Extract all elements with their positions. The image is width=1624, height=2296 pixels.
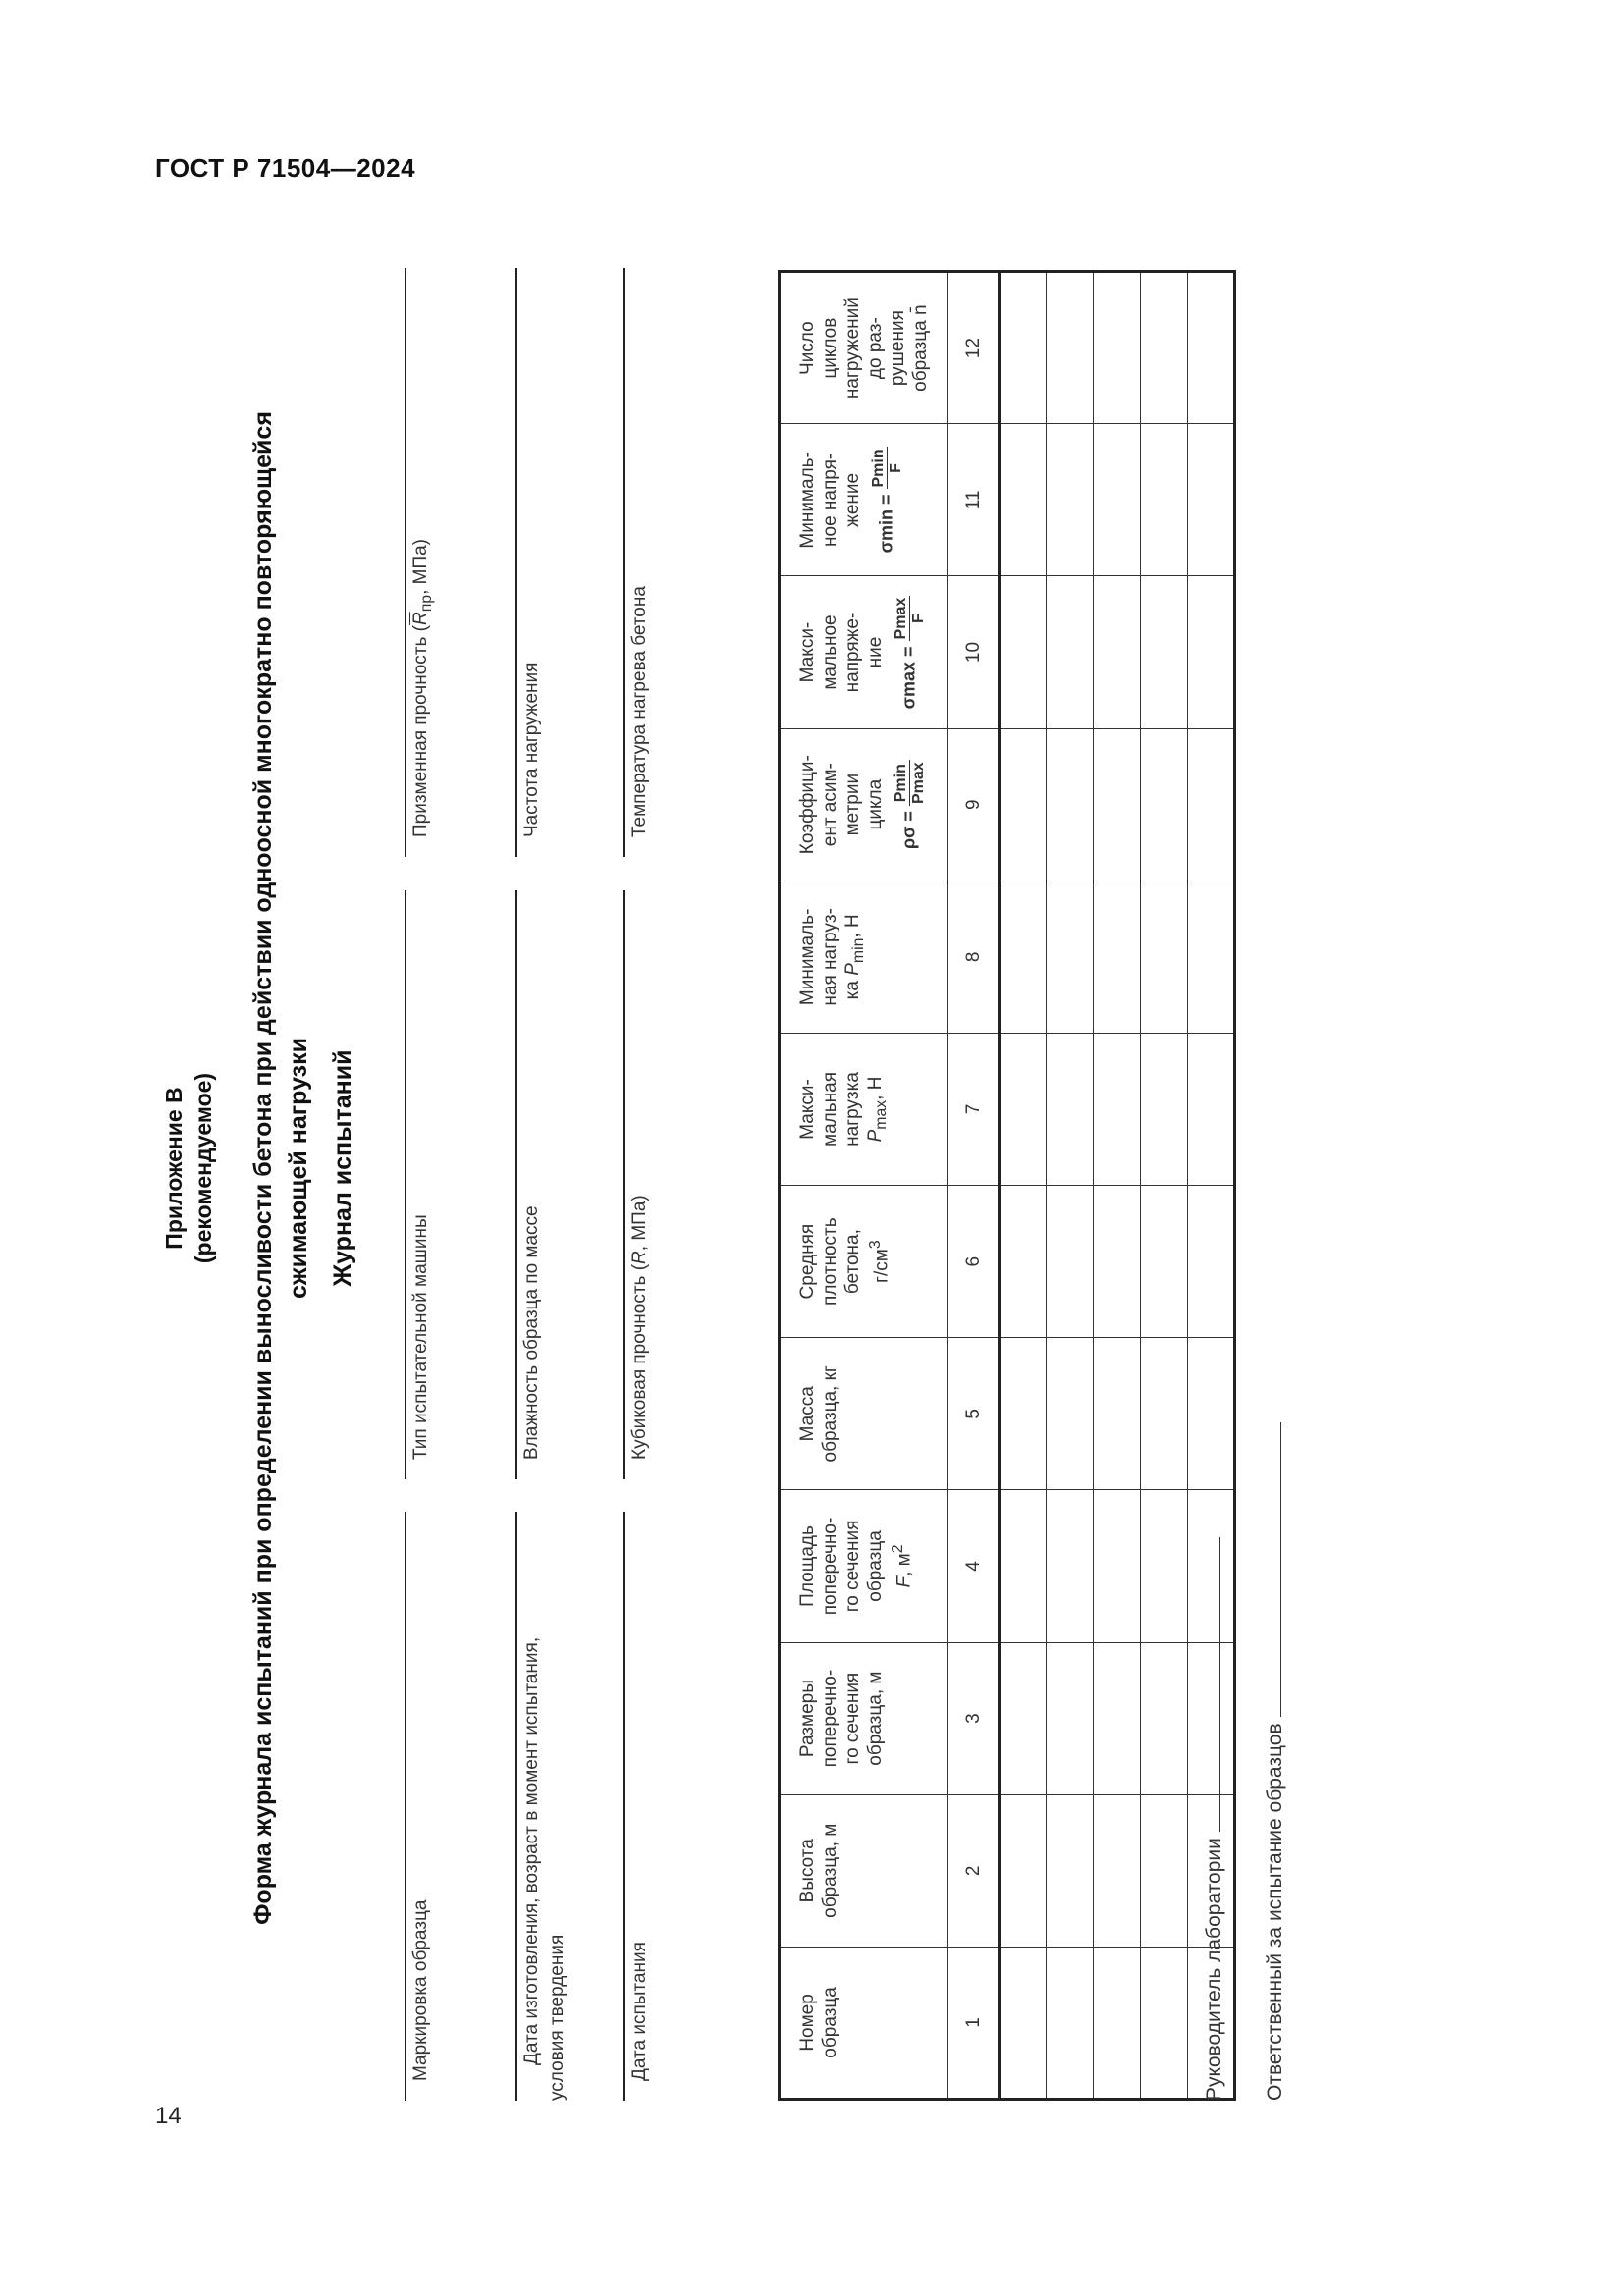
col-header-min-load: Минималь- ная нагруз- ка $P_{min}$, Н: [780, 881, 948, 1033]
table-cell[interactable]: [1141, 1033, 1188, 1185]
table-cell[interactable]: [1000, 576, 1047, 728]
table-cell[interactable]: [1094, 424, 1141, 576]
table-cell[interactable]: [1000, 881, 1047, 1033]
field-marking: Маркировка образца: [410, 1899, 431, 2081]
column-number: 11: [948, 424, 1000, 576]
column-number: 12: [948, 272, 1000, 424]
column-number: 8: [948, 881, 1000, 1033]
table-cell[interactable]: [1188, 728, 1235, 881]
form-title: [245, 236, 316, 2101]
field-line-marking: [405, 1512, 406, 2101]
table-cell[interactable]: [1141, 881, 1188, 1033]
column-number: 1: [948, 1947, 1000, 2099]
table-cell[interactable]: [1188, 1186, 1235, 1338]
signature-head: [1203, 1537, 1226, 2101]
table-row: [1094, 272, 1141, 2100]
table-cell[interactable]: [1000, 1186, 1047, 1338]
col-header-min-stress: Минималь- ное напря- жение σmin = Pmin F: [780, 424, 948, 576]
table-cell[interactable]: [1047, 1490, 1094, 1642]
table-cell[interactable]: [1094, 1642, 1141, 1794]
field-line-manufacture: [515, 1512, 517, 2101]
signature-head-line: [1219, 1537, 1220, 1832]
annex-title: Приложение В: [161, 1087, 187, 1250]
column-number: 3: [948, 1642, 1000, 1794]
field-line-machine-type: [405, 890, 406, 1479]
table-cell[interactable]: [1047, 1338, 1094, 1490]
field-manufacture: Дата изготовления, возраст в момент испытания, условия твердения: [521, 1636, 568, 2101]
test-journal-table: [778, 270, 1236, 2101]
table-cell[interactable]: [1047, 1033, 1094, 1185]
field-line-humidity: [515, 890, 517, 1479]
field-line-frequency: [515, 268, 517, 857]
formula-asymmetry: ρσ = Pmin Pmax: [893, 762, 927, 850]
table-cell[interactable]: [1000, 1490, 1047, 1642]
field-cube-strength: Кубиковая прочность (R, МПа): [629, 1195, 650, 1460]
table-cell[interactable]: [1047, 728, 1094, 881]
field-line-temperature: [623, 268, 625, 857]
signature-responsible: [1264, 1422, 1287, 2101]
signature-responsible-label: Ответственный за испытание образцов: [1264, 1723, 1286, 2101]
table-cell[interactable]: [1000, 1794, 1047, 1947]
table-cell[interactable]: [1094, 1794, 1141, 1947]
signature-responsible-line: [1280, 1422, 1281, 1717]
signature-head-label: Руководитель лаборатории: [1203, 1838, 1225, 2101]
form-title-line-2: сжимающей нагрузки: [285, 1038, 312, 1299]
table-cell[interactable]: [1094, 1490, 1141, 1642]
column-number: 2: [948, 1794, 1000, 1947]
column-number: 10: [948, 576, 1000, 728]
document-header: ГОСТ Р 71504—2024: [155, 153, 416, 183]
table-cell[interactable]: [1141, 1186, 1188, 1338]
page-number: 14: [155, 2103, 182, 2129]
col-header-cross-section-area: Площадь поперечно- го сечения образца F, $м^2$: [780, 1490, 948, 1642]
table-cell[interactable]: [1188, 272, 1235, 424]
field-temperature: Температура нагрева бетона: [629, 586, 650, 837]
table-cell[interactable]: [1141, 272, 1188, 424]
table-cell[interactable]: [1188, 576, 1235, 728]
table-cell[interactable]: [1141, 576, 1188, 728]
field-line-cube-strength: [623, 890, 625, 1479]
table-cell[interactable]: [1000, 1033, 1047, 1185]
table-cell[interactable]: [1141, 728, 1188, 881]
table-cell[interactable]: [1094, 1186, 1141, 1338]
table-cell[interactable]: [1094, 1947, 1141, 2099]
table-cell[interactable]: [1047, 272, 1094, 424]
table-row: [1047, 272, 1094, 2100]
table-cell[interactable]: [1141, 1947, 1188, 2099]
table-cell[interactable]: [1047, 1186, 1094, 1338]
blank-rows: [1000, 272, 1235, 2100]
table-cell[interactable]: [1094, 576, 1141, 728]
column-number: 6: [948, 1186, 1000, 1338]
table-cell[interactable]: [1188, 1338, 1235, 1490]
table-cell[interactable]: [1000, 272, 1047, 424]
table-cell[interactable]: [1094, 272, 1141, 424]
column-number: 9: [948, 728, 1000, 881]
table-cell[interactable]: [1141, 1490, 1188, 1642]
table-cell[interactable]: [1141, 1794, 1188, 1947]
col-header-height: Высота образца, м: [780, 1794, 948, 1947]
table-cell[interactable]: [1094, 881, 1141, 1033]
formula-min-stress: σmin = Pmin F: [870, 449, 904, 554]
table-cell[interactable]: [1000, 1642, 1047, 1794]
journal-title: Журнал испытаний: [329, 1049, 356, 1287]
field-machine-type: Тип испытательной машины: [410, 1214, 431, 1460]
landscape-form: [137, 236, 1286, 2101]
col-header-cycles: Число циклов нагружений до раз- рушения образца n̄: [780, 272, 948, 424]
field-frequency: Частота нагружения: [521, 662, 542, 837]
table-cell[interactable]: [1047, 424, 1094, 576]
col-header-cross-section-size: Размеры поперечно- го сечения образца, м: [780, 1642, 948, 1794]
col-header-max-stress: Макси- мальное напряже- ние σmax = Pmax F: [780, 576, 948, 728]
field-line-prism-strength: [405, 268, 406, 857]
annex-status: (рекомендуемое): [190, 1072, 216, 1264]
field-test-date: Дата испытания: [629, 1942, 650, 2081]
table-cell[interactable]: [1188, 881, 1235, 1033]
table-header-row: [780, 272, 948, 2100]
table-cell[interactable]: [1141, 1338, 1188, 1490]
table-cell[interactable]: [1000, 1947, 1047, 2099]
field-humidity: Влажность образца по массе: [521, 1205, 542, 1460]
field-line-test-date: [623, 1512, 625, 2101]
table-cell[interactable]: [1094, 728, 1141, 881]
column-number: 4: [948, 1490, 1000, 1642]
column-number: 7: [948, 1033, 1000, 1185]
table-cell[interactable]: [1047, 881, 1094, 1033]
table-cell[interactable]: [1047, 1642, 1094, 1794]
table-cell[interactable]: [1047, 1947, 1094, 2099]
column-number-row: [948, 272, 1000, 2100]
field-prism-strength: Призменная прочность ($\overline{R}_{пр}$, МПа): [410, 538, 435, 837]
formula-max-stress: σmax = Pmax F: [893, 597, 927, 710]
table-cell[interactable]: [1047, 1794, 1094, 1947]
table-cell[interactable]: [1094, 1033, 1141, 1185]
table-cell[interactable]: [1188, 424, 1235, 576]
table-cell[interactable]: [1141, 1642, 1188, 1794]
annex-heading: [159, 236, 218, 2101]
table-cell[interactable]: [1094, 1338, 1141, 1490]
column-number: 5: [948, 1338, 1000, 1490]
col-header-asymmetry-coefficient: Коэффици- ент асим- метрии цикла ρσ = Pmin Pmax: [780, 728, 948, 881]
table-cell[interactable]: [1000, 1338, 1047, 1490]
table-cell[interactable]: [1000, 424, 1047, 576]
table-cell[interactable]: [1047, 576, 1094, 728]
table-row: [1141, 272, 1188, 2100]
form-title-line-1: Форма журнала испытаний при определении выносливости бетона при действии одноосной многократно повторяющейся: [249, 411, 277, 1925]
table-cell[interactable]: [1000, 728, 1047, 881]
col-header-sample-number: Номер образца: [780, 1947, 948, 2099]
col-header-max-load: Макси- мальная нагрузка $P_{max}$, Н: [780, 1033, 948, 1185]
table-cell[interactable]: [1141, 424, 1188, 576]
table-cell[interactable]: [1188, 1033, 1235, 1185]
col-header-density: Средняя плотность бетона, $г/см^3$: [780, 1186, 948, 1338]
table-row: [1000, 272, 1047, 2100]
col-header-mass: Масса образца, кг: [780, 1338, 948, 1490]
